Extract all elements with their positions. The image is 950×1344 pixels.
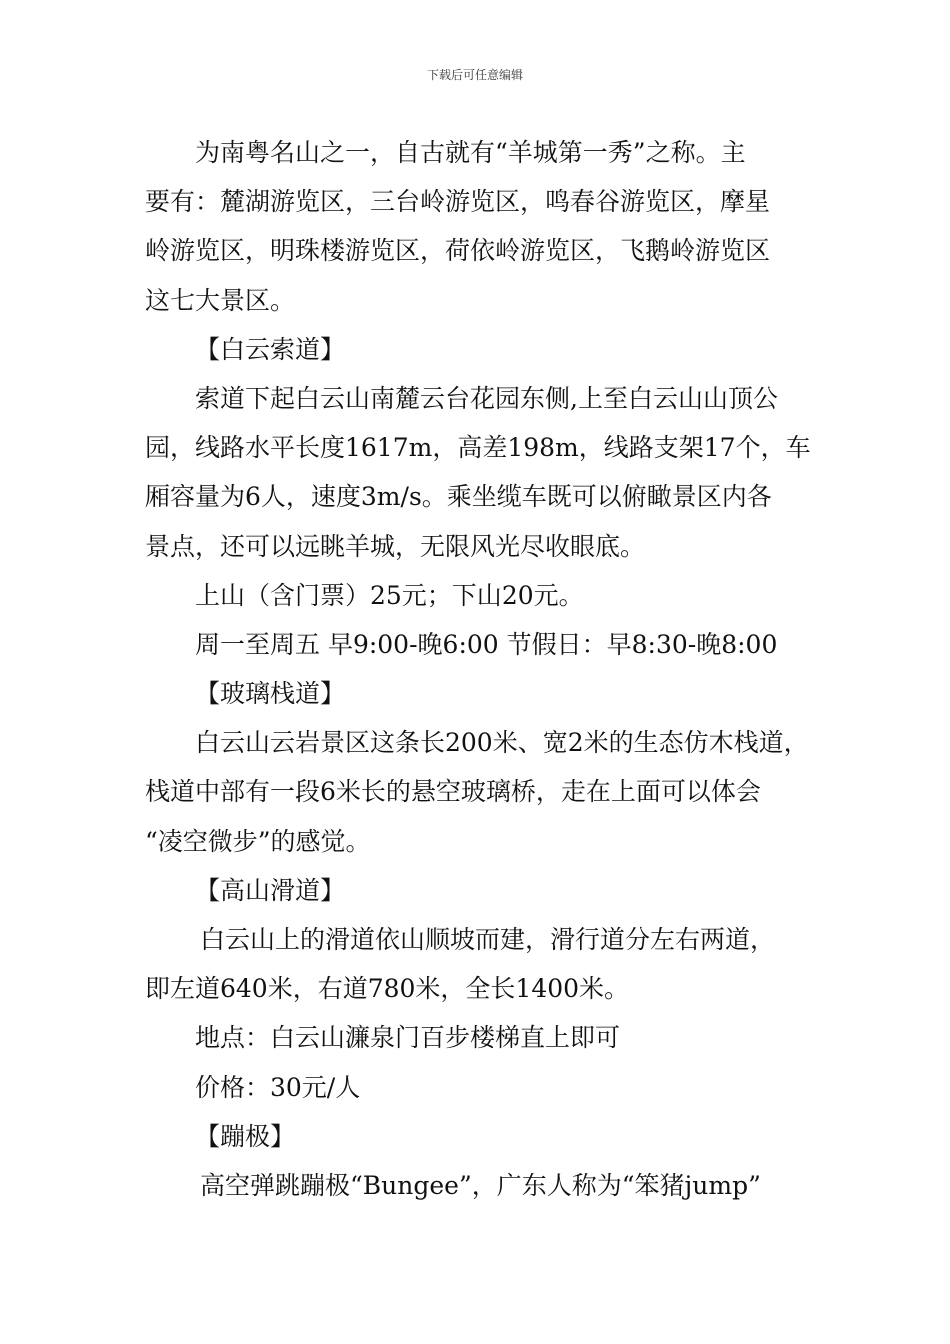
section-heading-bungee: 【蹦极】 (195, 1121, 296, 1151)
document-body (145, 128, 815, 1210)
paragraph-line: 景点，还可以远眺羊城，无限风光尽收眼底。 (145, 531, 646, 561)
paragraph-line: 栈道中部有一段6米长的悬空玻璃桥，走在上面可以体会 (145, 777, 761, 807)
page-header: 下载后可任意编辑 (426, 68, 523, 82)
paragraph-line: 为南粤名山之一，自古就有“羊城第一秀”之称。主 (195, 138, 746, 167)
paragraph-line: 厢容量为6人，速度3m/s。乘坐缆车既可以俯瞰景区内各 (145, 482, 772, 512)
paragraph-line: 高空弹跳蹦极“Bungee”，广东人称为“笨猪jump” (200, 1170, 761, 1200)
paragraph-line: 要有：麓湖游览区，三台岭游览区，鸣春谷游览区，摩星 (145, 187, 771, 217)
paragraph-line: “凌空微步”的感觉。 (145, 826, 371, 856)
section-heading-cableway: 【白云索道】 (195, 334, 346, 364)
price-line: 上山（含门票）25元；下山20元。 (195, 580, 584, 610)
section-heading-glass-walkway: 【玻璃栈道】 (195, 679, 346, 709)
paragraph-line: 白云山上的滑道依山顺坡而建，滑行道分左右两道， (200, 925, 776, 954)
paragraph-line: 这七大景区。 (145, 285, 296, 315)
location-line: 地点：白云山濂泉门百步楼梯直上即可 (195, 1023, 621, 1053)
paragraph-line: 白云山云岩景区这条长200米、宽2米的生态仿木栈道， (195, 728, 809, 758)
hours-line: 周一至周五 早9:00-晚6:00 节假日：早8:30-晚8:00 (195, 629, 778, 659)
price-line: 价格：30元/人 (195, 1072, 361, 1102)
section-heading-alpine-slide: 【高山滑道】 (195, 875, 346, 905)
paragraph-line: 即左道640米，右道780米，全长1400米。 (145, 974, 630, 1004)
paragraph-line: 园，线路水平长度1617m，高差198m，线路支架17个，车 (145, 433, 811, 463)
paragraph-line: 索道下起白云山南麓云台花园东侧,上至白云山山顶公 (195, 383, 778, 413)
paragraph-line: 岭游览区，明珠楼游览区，荷依岭游览区，飞鹅岭游览区 (145, 236, 771, 266)
